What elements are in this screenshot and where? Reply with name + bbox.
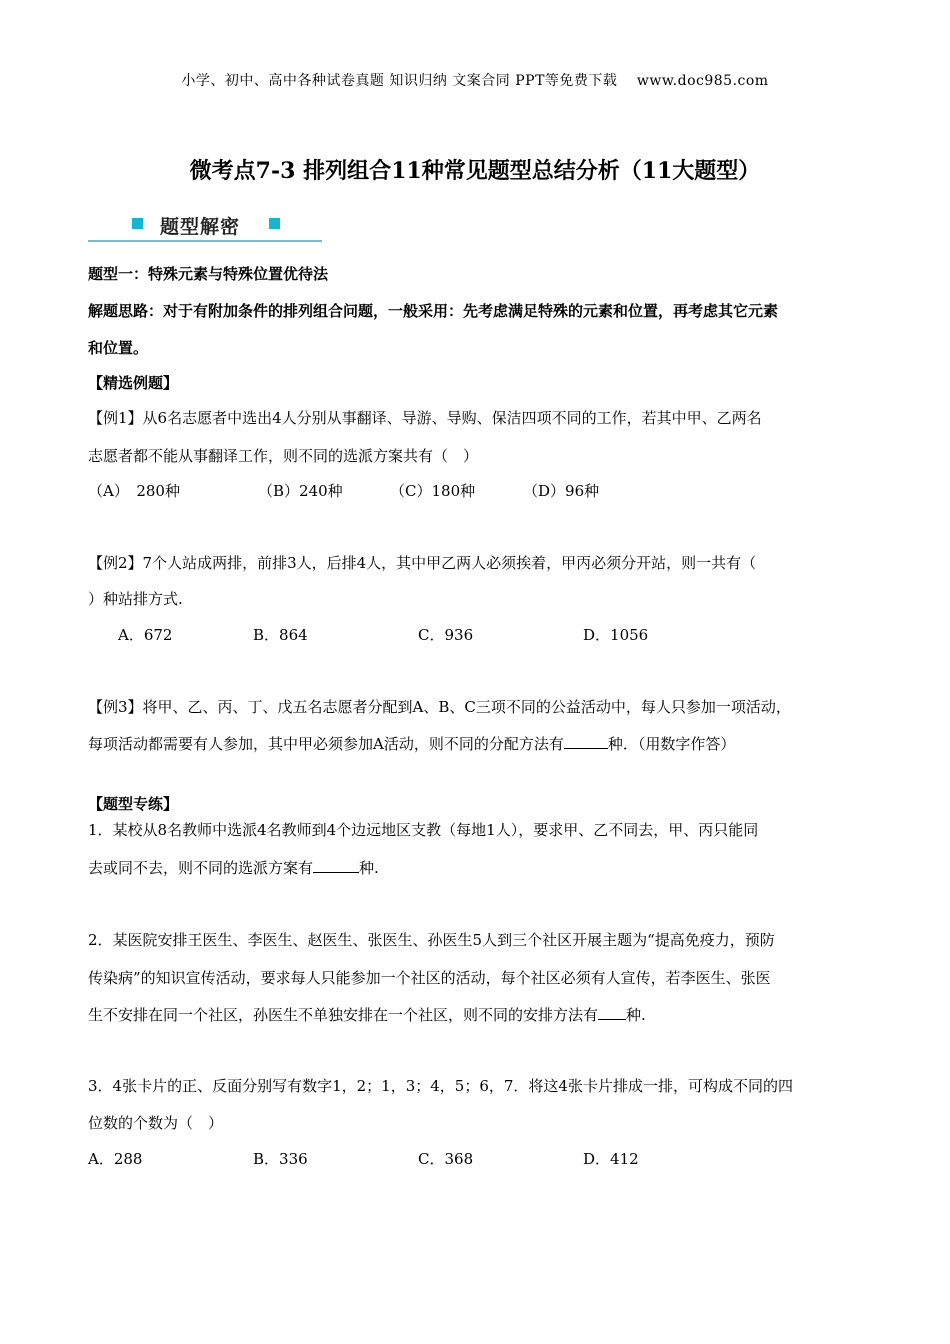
section-banner	[88, 208, 322, 242]
practice2-line3-tail: 种.	[626, 1006, 646, 1024]
practice1-line2	[88, 857, 379, 878]
example2-option-d: D．1056	[583, 626, 649, 644]
practice3-option-b: B．336	[253, 1150, 308, 1168]
example2-option-b: B．864	[253, 626, 308, 644]
page-header: 小学、初中、高中各种试卷真题 知识归纳 文案合同 PPT等免费下载 www.doc985.com	[181, 73, 769, 89]
type1-idea-line2: 和位置。	[88, 339, 149, 357]
page-title: 微考点7-3 排列组合11种常见题型总结分析（11大题型）	[189, 158, 761, 184]
practice3-line1: 3．4张卡片的正、反面分别写有数字1，2；1，3；4，5；6，7．将这4张卡片排成一排，可构成不同的四	[88, 1077, 793, 1095]
practice1-line1: 1．某校从8名教师中选派4名教师到4个边远地区支教（每地1人），要求甲、乙不同去，甲、丙只能同	[88, 821, 759, 839]
practice2-line2: 传染病”的知识宣传活动，要求每人只能参加一个社区的活动，每个社区必须有人宣传，若李医生、张医	[88, 969, 771, 987]
practice1-line2-tail: 种.	[359, 859, 379, 877]
type1-idea-line1: 解题思路：对于有附加条件的排列组合问题，一般采用：先考虑满足特殊的元素和位置，再考虑其它元素	[88, 302, 779, 320]
practice3-option-d: D．412	[583, 1150, 639, 1168]
square-icon	[132, 218, 143, 229]
example2-option-a: A．672	[118, 626, 173, 644]
example1-option-a: （A） 280种	[88, 482, 180, 500]
type1-heading: 题型一：特殊元素与特殊位置优待法	[88, 265, 329, 283]
practice-heading: 【题型专练】	[88, 795, 179, 813]
practice2-line3	[88, 1004, 646, 1025]
banner-underline	[88, 240, 322, 242]
answer-blank	[313, 858, 359, 873]
practice3-option-c: C．368	[418, 1150, 474, 1168]
example2-line1: 【例2】7个人站成两排，前排3人，后排4人，其中甲乙两人必须挨着，甲丙必须分开站，则一共有（	[88, 554, 757, 572]
practice1-line2-text: 去或同不去，则不同的选派方案有	[88, 859, 314, 877]
example2-option-c: C．936	[418, 626, 474, 644]
practice2-line1: 2．某医院安排王医生、李医生、赵医生、张医生、孙医生5人到三个社区开展主题为“提高免疫力，预防	[88, 931, 775, 949]
example1-option-c: （C）180种	[390, 482, 476, 500]
example3-line2-tail: 种．（用数字作答）	[607, 735, 736, 753]
example1-option-b: （B）240种	[258, 482, 343, 500]
example1-line1: 【例1】从6名志愿者中选出4人分别从事翻译、导游、导购、保洁四项不同的工作，若其中甲、乙两名	[88, 409, 762, 427]
example3-line2-text: 每项活动都需要有人参加，其中甲必须参加A活动，则不同的分配方法有	[88, 735, 564, 753]
square-icon	[269, 218, 280, 229]
banner-label: 题型解密	[160, 216, 241, 238]
example3-line2	[88, 733, 735, 754]
answer-blank	[598, 1005, 626, 1020]
practice2-line3-text: 生不安排在同一个社区，孙医生不单独安排在一个社区，则不同的安排方法有	[88, 1006, 599, 1024]
example1-line2: 志愿者都不能从事翻译工作，则不同的选派方案共有（ ）	[88, 447, 479, 465]
answer-blank	[564, 734, 608, 749]
example2-line2: ）种站排方式.	[88, 590, 183, 608]
practice3-line2: 位数的个数为（ ）	[88, 1114, 224, 1132]
practice3-option-a: A．288	[88, 1150, 143, 1168]
examples-heading: 【精选例题】	[88, 374, 179, 392]
example3-line1: 【例3】将甲、乙、丙、丁、戊五名志愿者分配到A、B、C三项不同的公益活动中，每人只参加一项活动，	[88, 698, 791, 716]
example1-option-d: （D）96种	[523, 482, 600, 500]
